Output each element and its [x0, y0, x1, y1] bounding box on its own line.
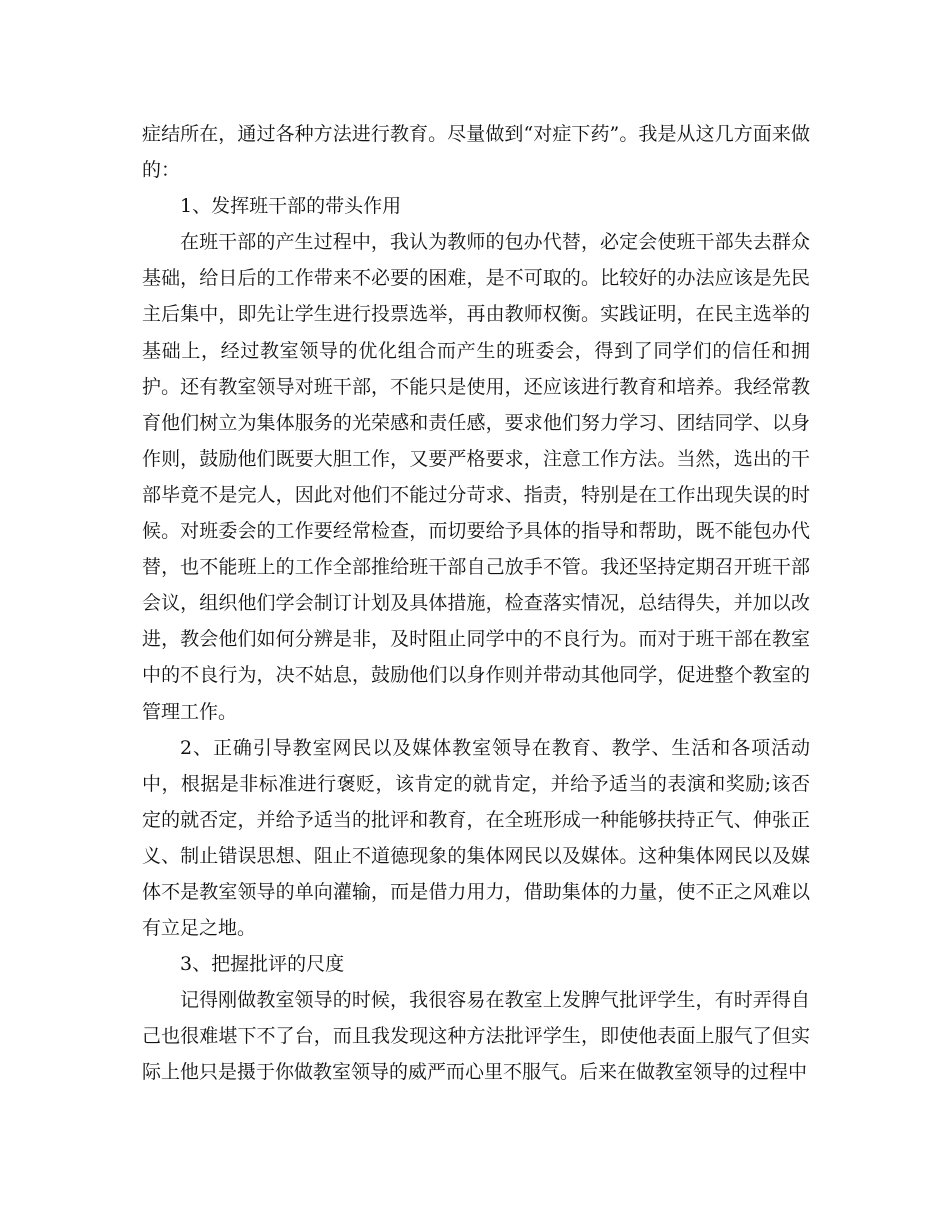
paragraph-continuation: 症结所在，通过各种方法进行教育。尽量做到“对症下药”。我是从这几方面来做的：: [142, 123, 810, 182]
section-heading-1: 1、发挥班干部的带头作用: [180, 195, 402, 218]
paragraph-criticism: 记得刚做教室领导的时候，我很容易在教室上发脾气批评学生，有时弄得自己也很难堪下不了台，而且我发现这种方法批评学生，即使他表面上服气了但实际上他只是摄于你做教室领导的威严而心里不服气。后来在做教室领导的过程中: [142, 989, 810, 1084]
document-body: [142, 116, 810, 1091]
paragraph-public-opinion: 2、正确引导教室网民以及媒体教室领导在教育、教学、生活和各项活动中，根据是非标准进行褒贬，该肯定的就肯定，并给予适当的表演和奖励;该否定的就否定，并给予适当的批评和教育，在全班形成一种能够扶持正气、伸张正义、制止错误思想、阻止不道德现象的集体网民以及媒体。这种集体网民以及媒体不是教室领导的单向灌输，而是借力用力，借助集体的力量，使不正之风难以有立足之地。: [142, 736, 810, 940]
section-heading-3: 3、把握批评的尺度: [180, 953, 345, 976]
paragraph-class-cadres: 在班干部的产生过程中，我认为教师的包办代替，必定会使班干部失去群众基础，给日后的工作带来不必要的困难，是不可取的。比较好的办法应该是先民主后集中，即先让学生进行投票选举，再由教师权衡。实践证明，在民主选举的基础上，经过教室领导的优化组合而产生的班委会，得到了同学们的信任和拥护。还有教室领导对班干部，不能只是使用，还应该进行教育和培养。我经常教育他们树立为集体服务的光荣感和责任感，要求他们努力学习、团结同学、以身作则，鼓励他们既要大胆工作，又要严格要求，注意工作方法。当然，选出的干部毕竟不是完人，因此对他们不能过分苛求、指责，特别是在工作出现失误的时候。对班委会的工作要经常检查，而切要给予具体的指导和帮助，既不能包办代替，也不能班上的工作全部推给班干部自己放手不管。我还坚持定期召开班干部会议，组织他们学会制订计划及具体措施，检查落实情况，总结得失，并加以改进，教会他们如何分辨是非，及时阻止同学中的不良行为。而对于班干部在教室中的不良行为，决不姑息，鼓励他们以身作则并带动其他同学，促进整个教室的管理工作。: [142, 231, 810, 723]
